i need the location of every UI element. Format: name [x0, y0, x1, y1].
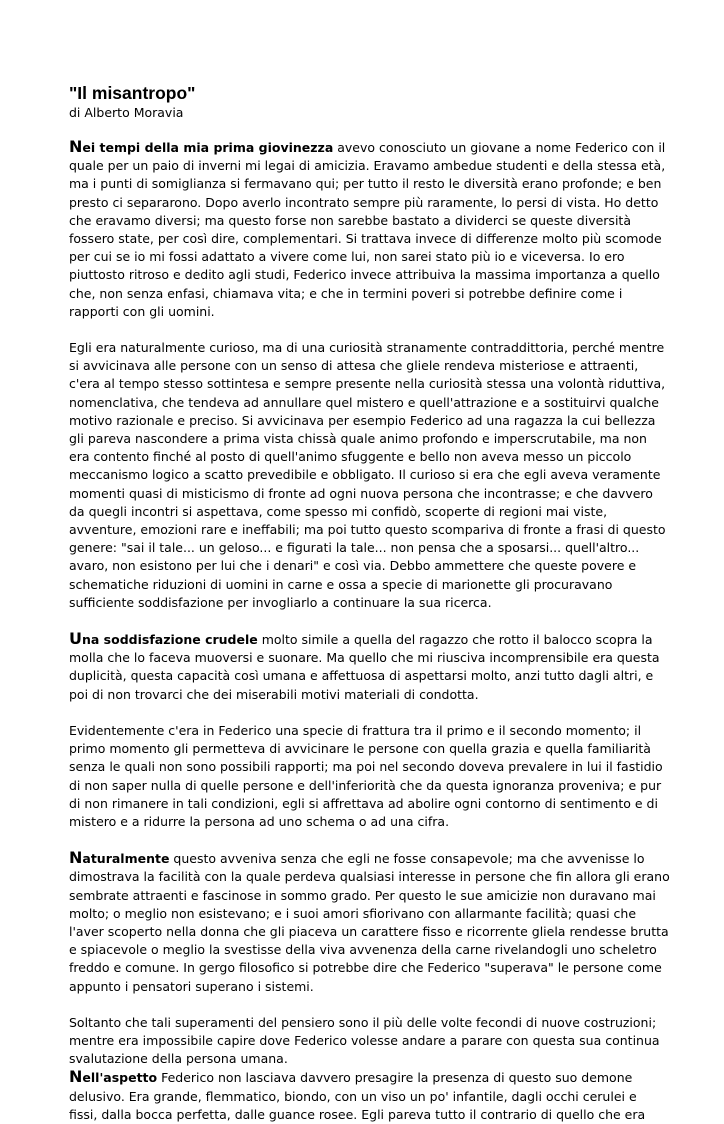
text-line — [69, 576, 659, 594]
text-line — [69, 849, 659, 868]
drop-capital: N — [69, 1067, 83, 1087]
paragraph — [69, 1014, 659, 1069]
text-line — [69, 521, 666, 539]
document-body — [69, 137, 670, 1124]
text-line — [69, 357, 659, 375]
text-line — [69, 777, 662, 795]
text-line — [69, 740, 659, 758]
line-text: primo momento gli permetteva di avvicinare le persone con quella grazia e quella familiarità — [69, 741, 651, 757]
paragraph — [69, 339, 666, 612]
paragraph-lead — [69, 1067, 158, 1087]
text-line — [69, 978, 659, 996]
line-text: mentre era impossibile capire dove Federico volesse andare a parare con questa sua continua — [69, 1032, 660, 1048]
lead-words: na soddisfazione crudele — [82, 632, 258, 648]
text-line — [69, 1088, 659, 1106]
line-text: da quegli incontri si aspettava, come spesso mi confidò, scoperte di regioni mai viste, — [69, 503, 608, 519]
drop-capital: N — [69, 137, 83, 156]
line-text: meccanismo logico a scatto prevedibile e obbligato. Il curioso si era che egli aveva veramente — [69, 467, 661, 483]
lead-words: aturalmente — [82, 851, 170, 867]
document-page — [69, 83, 670, 1124]
text-line — [69, 758, 663, 776]
line-text: avventure, emozioni rare e ineffabili; ma poi tutto questo scompariva di fronte a frasi di questo — [69, 522, 666, 538]
text-line — [69, 1032, 659, 1050]
drop-capital: N — [69, 848, 83, 868]
text-line — [69, 667, 659, 685]
text-line — [69, 266, 659, 284]
text-line — [69, 212, 659, 230]
line-text: fossero state, per così dire, complementari. Si trattava invece di differenze molto più scomode — [69, 231, 662, 247]
text-line — [69, 722, 659, 740]
text-line — [69, 959, 662, 977]
line-text: che, non senza enfasi, chiamava vita; e che in termini poveri si potrebbe definire come i — [69, 285, 623, 301]
text-line — [69, 1068, 659, 1087]
text-line — [69, 557, 659, 575]
line-text: l'aver scoperto nella donna che gli piaceva un carattere fisso e ricorrente gliela rendesse brutta — [69, 923, 669, 939]
line-text: e spiacevole o meglio la svestisse della viva avvenenza della carne rivelandogli uno scheletro — [69, 942, 657, 958]
paragraph-lead — [69, 137, 334, 156]
line-text: senza le quali non sono possibili rapporti; ma poi nel secondo doveva prevalere in lui il fastidio — [69, 759, 663, 775]
paragraph — [69, 630, 659, 704]
line-text: che eravamo diversi; ma questo forse non sarebbe bastato a dividerci se queste diversità — [69, 212, 631, 228]
text-line — [69, 813, 659, 831]
paragraph-lead — [69, 848, 170, 868]
line-text: molto simile a quella del ragazzo che rotto il balocco scopra la — [257, 632, 653, 648]
drop-capital: U — [69, 629, 82, 649]
line-text: rapporti con gli uomini. — [69, 303, 215, 319]
line-text: duplicità, questa capacità così umana e affettuosa di aspettarsi molto, anzi tutto dagli altri, e — [69, 668, 654, 684]
line-text: fissi, dalla bocca perfetta, dalle guance rosee. Egli pareva tutto il contrario di quello che era — [69, 1106, 646, 1122]
text-line — [69, 448, 659, 466]
text-line — [69, 375, 666, 393]
text-line — [69, 157, 666, 175]
text-line — [69, 285, 659, 303]
text-line — [69, 1050, 659, 1068]
text-line — [69, 303, 659, 321]
text-line — [69, 485, 659, 503]
text-line — [69, 923, 669, 941]
text-line — [69, 941, 659, 959]
text-line — [69, 1106, 659, 1124]
line-text: era contento finché al posto di quell'animo sfuggente e bello non aveva messo un piccolo — [69, 449, 632, 465]
line-text: ma i punti di somiglianza si fermavano qui; per tutto il resto le diversità erano profonde; e ben — [69, 176, 662, 192]
text-line — [69, 339, 665, 357]
line-text: molto; o meglio non esistevano; e i suoi amori sfiorivano con allarmante facilità; quasi che — [69, 905, 637, 921]
text-line — [69, 686, 659, 704]
text-line — [69, 868, 670, 886]
paragraph — [69, 848, 670, 996]
line-text: per cui se io mi fossi adattato a vivere come lui, non sarei stato più io e viceversa. Io ero — [69, 249, 625, 265]
line-text: di non saper nulla di quelle persone e dell'inferiorità che da questa ignoranza proveniva; e pur — [69, 777, 662, 793]
line-text: Egli era naturalmente curioso, ma di una curiosità stranamente contraddittoria, perché mentre — [69, 340, 665, 356]
lead-words: ei tempi della mia prima giovinezza — [82, 140, 334, 155]
line-text: poi di non trovarci che dei miserabili motivi materiali di condotta. — [69, 686, 479, 702]
line-text: c'era al tempo stesso sottintesa e sempre presente nella curiosità stessa una volontà riduttiva, — [69, 376, 666, 392]
line-text: freddo e comune. In gergo filosofico si potrebbe dire che Federico "superava" le persone come — [69, 960, 662, 976]
line-text: appunto i pensatori superano i sistemi. — [69, 978, 314, 994]
paragraph — [69, 722, 663, 831]
text-line — [69, 230, 662, 248]
line-text: mistero e a ridurre la persona ad uno schema o ad una cifra. — [69, 813, 450, 829]
text-line — [69, 412, 659, 430]
text-line — [69, 630, 659, 649]
line-text: Federico non lasciava davvero presagire la presenza di questo suo demone — [157, 1070, 633, 1086]
line-text: gli pareva nascondere a prima vista chissà quale animo profondo e imperscrutabile, ma non — [69, 431, 647, 447]
lead-words: ell'aspetto — [82, 1070, 158, 1086]
text-line — [69, 394, 659, 412]
line-text: momenti quasi di misticismo di fronte ad ogni nuova persona che incontrasse; e che davvero — [69, 485, 653, 501]
text-line — [69, 649, 659, 667]
line-text: sembrate attraenti e fascinose in sommo grado. Per questo le sue amicizie non duravano mai — [69, 887, 656, 903]
line-text: genere: "sai il tale... un geloso... e figurati la tale... non pensa che a sposarsi... quell'altro... — [69, 540, 640, 556]
line-text: questo avveniva senza che egli ne fosse consapevole; ma che avvenisse lo — [169, 851, 645, 867]
text-line — [69, 539, 659, 557]
text-line — [69, 137, 666, 157]
line-text: si avvicinava alle persone con un senso di attesa che gliele rendeva misteriose e attraenti, — [69, 358, 639, 374]
text-line — [69, 594, 659, 612]
text-line — [69, 430, 659, 448]
line-text: avevo conosciuto un giovane a nome Federico con il — [333, 140, 666, 155]
text-line — [69, 194, 659, 212]
line-text: delusivo. Era grande, flemmatico, biondo, con un viso un po' infantile, dagli occhi cerulei e — [69, 1088, 637, 1104]
text-line — [69, 503, 659, 521]
text-line — [69, 905, 659, 923]
line-text: motivo razionale e preciso. Si avvicinava per esempio Federico ad una ragazza la cui bellezza — [69, 412, 656, 428]
paragraph-lead — [69, 629, 258, 649]
text-line — [69, 175, 662, 193]
line-text: presto ci separarono. Dopo averlo incontrato sempre più raramente, lo persi di vista. Ho detto — [69, 194, 659, 210]
text-line — [69, 795, 659, 813]
line-text: piuttosto ritroso e dedito agli studi, Federico invece attribuiva la massima importanza a quello — [69, 267, 660, 283]
line-text: Evidentemente c'era in Federico una specie di frattura tra il primo e il secondo momento; il — [69, 722, 642, 738]
line-text: di non rimanere in tali condizioni, egli si affrettava ad abolire ogni contorno di sentimento e di — [69, 795, 658, 811]
line-text: svalutazione della persona umana. — [69, 1051, 288, 1067]
line-text: quale per un paio di inverni mi legai di amicizia. Eravamo ambedue studenti e della stessa età, — [69, 158, 666, 174]
text-line — [69, 248, 659, 266]
line-text: schematiche riduzioni di uomini in carne e ossa a specie di marionette gli procuravano — [69, 576, 613, 592]
document-title: "Il misantropo" — [69, 83, 196, 103]
line-text: sufficiente soddisfazione per invogliarlo a continuare la sua ricerca. — [69, 594, 492, 610]
line-text: dimostrava la facilità con la quale perdeva qualsiasi interesse in persone che fin allora gli erano — [69, 869, 670, 885]
paragraph — [69, 1068, 659, 1124]
paragraph — [69, 137, 666, 321]
text-line — [69, 466, 659, 484]
line-text: nomenclativa, che tendeva ad annullare quel mistero e quell'attrazione e a sostituirvi qualche — [69, 394, 659, 410]
line-text: avaro, non esistono per lui che i denari" e così via. Debbo ammettere che queste povere e — [69, 558, 637, 574]
line-text: Soltanto che tali superamenti del pensiero sono il più delle volte fecondi di nuove costruzioni; — [69, 1014, 657, 1030]
document-author: di Alberto Moravia — [69, 105, 184, 120]
text-line — [69, 887, 659, 905]
line-text: molla che lo faceva muoversi e suonare. Ma quello che mi riusciva incomprensibile era questa — [69, 650, 660, 666]
text-line — [69, 1014, 659, 1032]
